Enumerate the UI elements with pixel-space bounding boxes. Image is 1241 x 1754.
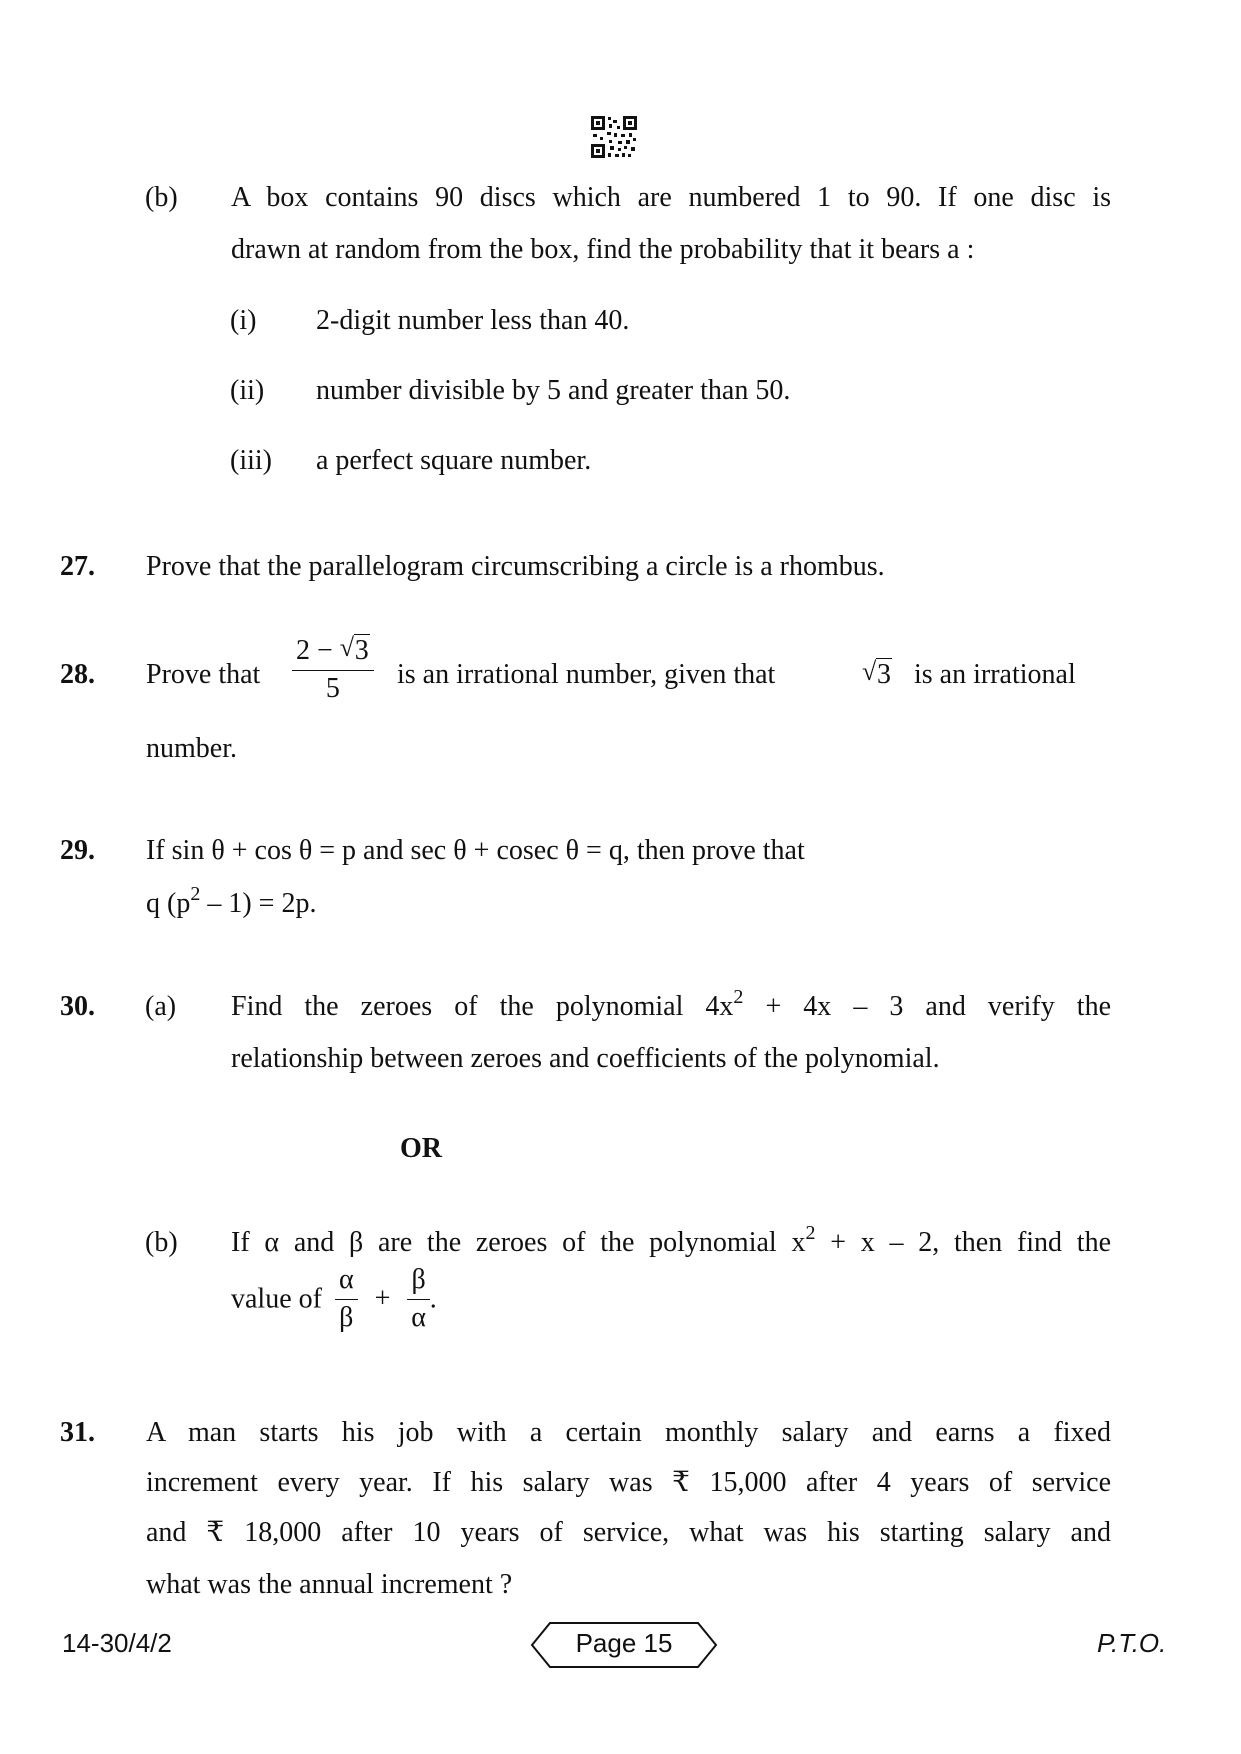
q28-frac-den: 5 bbox=[325, 672, 340, 704]
q29-line2 bbox=[146, 883, 317, 920]
q30b-frac2-den: α bbox=[411, 1301, 426, 1333]
q30b-line1-pre: If α and β are the zeroes of the polynomial x bbox=[231, 1227, 806, 1258]
q30b-frac1-den: β bbox=[339, 1301, 354, 1333]
q29-number: 29. bbox=[60, 835, 95, 866]
page-number: Page 15 bbox=[575, 1628, 673, 1658]
q31-line4: what was the annual increment ? bbox=[146, 1569, 513, 1600]
q30b-frac2-num: β bbox=[407, 1265, 429, 1300]
q29-line2-sup: 2 bbox=[190, 883, 201, 905]
qr-code-icon bbox=[591, 116, 637, 158]
q31-line2: increment every year. If his salary was ₹ 15,000 after 4 years of service bbox=[146, 1467, 1111, 1498]
q30-number: 30. bbox=[60, 991, 95, 1022]
q26b-line1: A box contains 90 discs which are numbered 1 to 90. If one disc is bbox=[231, 182, 1111, 213]
q27-text: Prove that the parallelogram circumscribing a circle is a rhombus. bbox=[146, 551, 885, 582]
q26b-part-iii-text: a perfect square number. bbox=[316, 445, 592, 476]
q30b-line2 bbox=[231, 1265, 437, 1334]
q28-root: √ 3 bbox=[862, 657, 891, 690]
q31-line3: and ₹ 18,000 after 10 years of service, what was his starting salary and bbox=[146, 1517, 1111, 1548]
q27-number: 27. bbox=[60, 551, 95, 582]
q30a-line1-pre: Find the zeroes of the polynomial 4x bbox=[231, 991, 734, 1022]
q28-frac-num-root: 3 bbox=[354, 635, 369, 666]
q26b-part-i-label: (i) bbox=[230, 305, 257, 336]
q26b-part-i-text: 2-digit number less than 40. bbox=[316, 305, 630, 336]
q30a-label: (a) bbox=[145, 991, 177, 1022]
q31-number: 31. bbox=[60, 1417, 95, 1448]
q28-fraction: 2 − √ 3 5 bbox=[292, 636, 374, 705]
q30b-value-of: value of bbox=[231, 1283, 322, 1315]
paper-code: 14-30/4/2 bbox=[62, 1628, 172, 1658]
q28-prefix: Prove that bbox=[146, 659, 261, 690]
q30b-end: . bbox=[429, 1283, 437, 1315]
q28-number: 28. bbox=[60, 659, 95, 690]
q31-line1: A man starts his job with a certain monthly salary and earns a fixed bbox=[146, 1417, 1111, 1448]
q30b-plus: + bbox=[374, 1283, 391, 1315]
q30b-line1-post: + x – 2, then find the bbox=[815, 1227, 1111, 1258]
q30b-label: (b) bbox=[145, 1227, 178, 1258]
q30b-line1-sup: 2 bbox=[805, 1222, 816, 1244]
q26b-part-iii-label: (iii) bbox=[230, 445, 272, 476]
q28-frac-num-lead: 2 − bbox=[296, 635, 340, 666]
q28-middle: is an irrational number, given that bbox=[397, 659, 776, 690]
q26b-part-ii-label: (ii) bbox=[230, 375, 265, 406]
q30a-line1 bbox=[231, 986, 1111, 1023]
q30b-frac1 bbox=[335, 1265, 358, 1334]
q30b-frac2 bbox=[407, 1265, 429, 1334]
q26b-line2: drawn at random from the box, find the probability that it bears a : bbox=[231, 234, 975, 265]
q30-or: OR bbox=[400, 1133, 442, 1164]
pto-label: P.T.O. bbox=[1097, 1628, 1167, 1658]
q29-line2-post: – 1) = 2p. bbox=[200, 888, 317, 919]
q28-suffix: is an irrational bbox=[914, 659, 1076, 690]
q30a-line1-post: + 4x – 3 and verify the bbox=[743, 991, 1111, 1022]
q30a-line2: relationship between zeroes and coefficients of the polynomial. bbox=[231, 1043, 940, 1074]
q26b-part-ii-text: number divisible by 5 and greater than 50. bbox=[316, 375, 791, 406]
q28-line2: number. bbox=[146, 733, 237, 764]
q30b-line1 bbox=[231, 1222, 1111, 1259]
q29-line1: If sin θ + cos θ = p and sec θ + cosec θ = q, then prove that bbox=[146, 835, 805, 866]
q28-root-arg: 3 bbox=[877, 659, 891, 690]
q30b-frac1-num: α bbox=[335, 1265, 358, 1300]
q26b-label: (b) bbox=[145, 182, 178, 213]
q30a-line1-sup: 2 bbox=[733, 986, 744, 1008]
q29-line2-pre: q (p bbox=[146, 888, 191, 919]
